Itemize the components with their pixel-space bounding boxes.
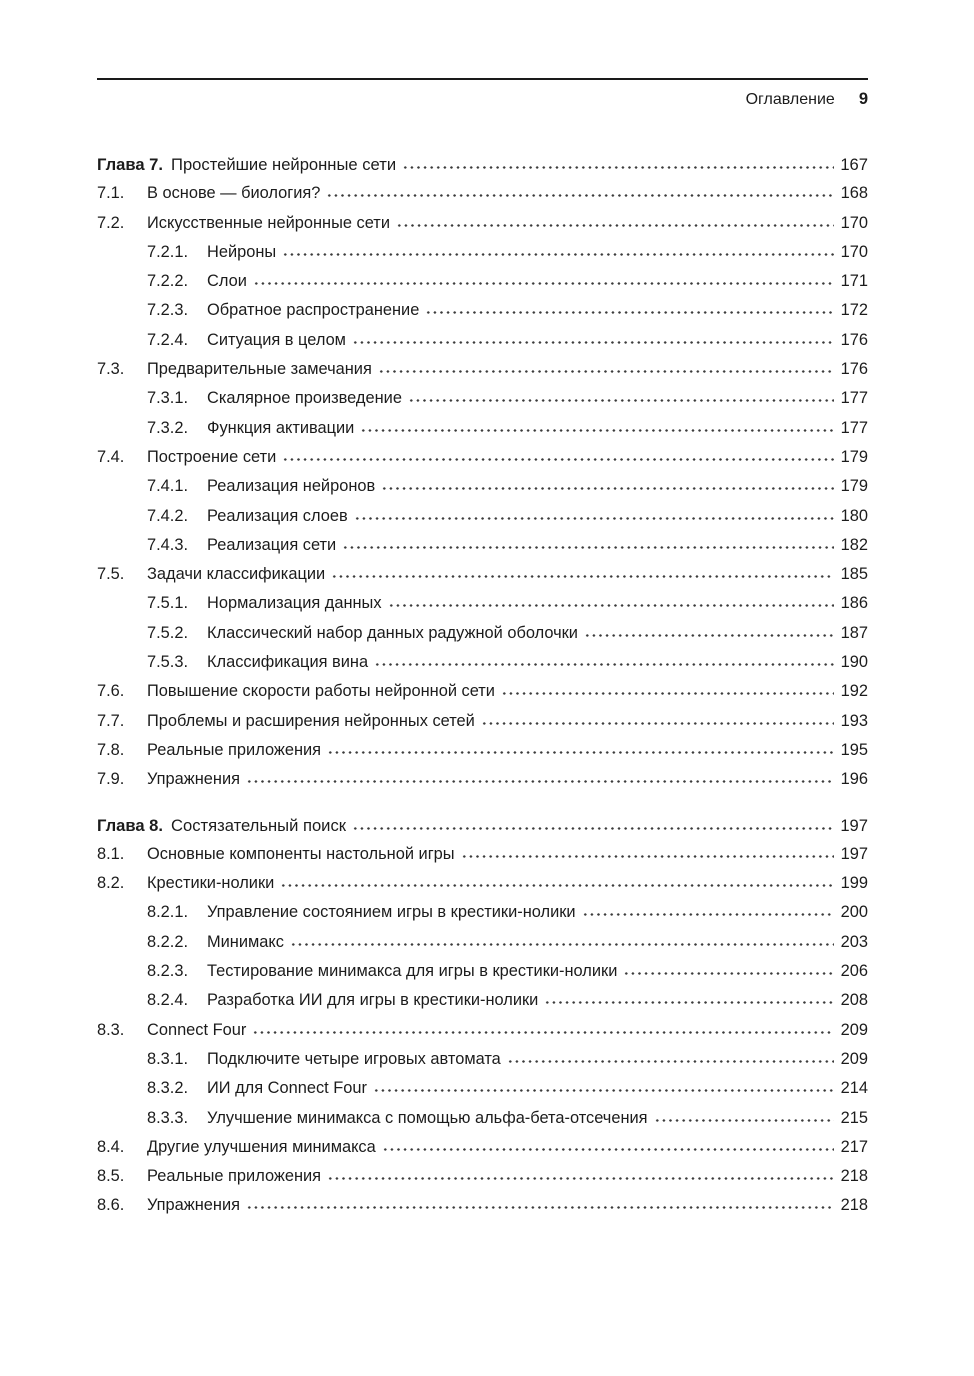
toc-entry bbox=[97, 1079, 868, 1108]
entry-page: 197 bbox=[840, 844, 868, 863]
entry-title: Обратное распространение bbox=[207, 301, 420, 320]
entry-title: Тестирование минимакса для игры в крестики-нолики bbox=[207, 962, 618, 981]
dot-leader bbox=[654, 1118, 834, 1123]
dot-leader bbox=[544, 1000, 834, 1005]
entry-title: Улучшение минимакса с помощью альфа-бета-отсечения bbox=[207, 1108, 648, 1127]
toc-entry bbox=[97, 301, 868, 330]
entry-title: Функция активации bbox=[207, 418, 355, 437]
entry-title: Реальные приложения bbox=[147, 740, 322, 759]
entry-title: Connect Four bbox=[147, 1020, 247, 1039]
entry-number: 7.2.3. bbox=[147, 301, 189, 320]
header-page-number: 9 bbox=[858, 90, 868, 108]
dot-leader bbox=[360, 428, 834, 433]
toc-entry bbox=[97, 682, 868, 711]
entry-page: 177 bbox=[840, 389, 868, 408]
entry-page: 193 bbox=[840, 711, 868, 730]
dot-leader bbox=[354, 516, 834, 521]
entry-number: 8.2.3. bbox=[147, 962, 189, 981]
entry-title: Состязательный поиск bbox=[171, 815, 347, 835]
toc-entry bbox=[97, 1021, 868, 1050]
entry-number: 7.4. bbox=[97, 447, 125, 466]
entry-number: Глава 7. bbox=[97, 155, 164, 174]
entry-number: 7.7. bbox=[97, 711, 125, 730]
toc-entry bbox=[97, 962, 868, 991]
toc-entry bbox=[97, 272, 868, 301]
entry-page: 192 bbox=[840, 682, 868, 701]
dot-leader bbox=[327, 750, 834, 755]
entry-title: Предварительные замечания bbox=[147, 360, 372, 379]
entry-page: 172 bbox=[840, 301, 868, 320]
dot-leader bbox=[507, 1059, 834, 1064]
entry-title: Реализация сети bbox=[207, 535, 337, 554]
entry-page: 209 bbox=[840, 1020, 868, 1039]
entry-title: Подключите четыре игровых автомата bbox=[207, 1049, 501, 1068]
dot-leader bbox=[461, 854, 834, 859]
entry-title: Другие улучшения минимакса bbox=[147, 1137, 376, 1156]
dot-leader bbox=[290, 942, 834, 947]
entry-page: 185 bbox=[840, 565, 868, 584]
entry-title: Нормализация данных bbox=[207, 594, 382, 613]
entry-page: 195 bbox=[840, 740, 868, 759]
dot-leader bbox=[582, 912, 834, 917]
dot-leader bbox=[252, 1030, 834, 1035]
entry-page: 190 bbox=[840, 653, 868, 672]
dot-leader bbox=[352, 340, 834, 345]
toc-entry bbox=[97, 243, 868, 272]
entry-number: 8.4. bbox=[97, 1137, 125, 1156]
entry-page: 182 bbox=[840, 535, 868, 554]
entry-page: 177 bbox=[840, 418, 868, 437]
toc-entry bbox=[97, 477, 868, 506]
entry-number: 8.3.2. bbox=[147, 1079, 189, 1098]
entry-page: 214 bbox=[840, 1079, 868, 1098]
dot-leader bbox=[481, 721, 834, 726]
entry-number: 7.5.3. bbox=[147, 653, 189, 672]
toc-entry bbox=[97, 331, 868, 360]
toc-entry bbox=[97, 214, 868, 243]
dot-leader bbox=[327, 1176, 834, 1181]
entry-title: Задачи классификации bbox=[147, 565, 326, 584]
entry-page: 209 bbox=[840, 1049, 868, 1068]
dot-leader bbox=[374, 662, 834, 667]
toc-entry bbox=[97, 712, 868, 741]
entry-title: Реальные приложения bbox=[147, 1167, 322, 1186]
entry-title: Упражнения bbox=[147, 770, 240, 789]
entry-page: 218 bbox=[840, 1196, 868, 1215]
entry-number: 7.4.2. bbox=[147, 506, 189, 525]
entry-page: 179 bbox=[840, 477, 868, 496]
dot-leader bbox=[352, 826, 834, 831]
entry-number: 7.9. bbox=[97, 770, 125, 789]
toc-entry bbox=[97, 933, 868, 962]
entry-title: Простейшие нейронные сети bbox=[171, 155, 397, 174]
entry-page: 170 bbox=[840, 242, 868, 261]
toc-entry bbox=[97, 874, 868, 903]
entry-page: 199 bbox=[840, 874, 868, 893]
toc-entry bbox=[97, 360, 868, 389]
entry-title: Управление состоянием игры в крестики-нолики bbox=[207, 903, 576, 922]
entry-page: 208 bbox=[840, 991, 868, 1010]
toc-entry bbox=[97, 536, 868, 565]
entry-number: 8.3.1. bbox=[147, 1049, 189, 1068]
entry-number: 8.2. bbox=[97, 874, 125, 893]
entry-title: Классический набор данных радужной оболочки bbox=[207, 623, 578, 642]
entry-number: 7.6. bbox=[97, 682, 125, 701]
dot-leader bbox=[396, 223, 834, 228]
entry-page: 200 bbox=[840, 903, 868, 922]
toc-entry bbox=[97, 903, 868, 932]
toc-entry bbox=[97, 594, 868, 623]
entry-number: 7.3. bbox=[97, 360, 125, 379]
toc-entry bbox=[97, 565, 868, 594]
entry-page: 218 bbox=[840, 1167, 868, 1186]
toc-entry bbox=[97, 624, 868, 653]
header-title: Оглавление bbox=[745, 91, 835, 108]
entry-number: 7.5.2. bbox=[147, 623, 189, 642]
dot-leader bbox=[373, 1088, 834, 1093]
entry-title: Разработка ИИ для игры в крестики-нолики bbox=[207, 991, 539, 1010]
entry-page: 176 bbox=[840, 360, 868, 379]
dot-leader bbox=[584, 633, 834, 638]
dot-leader bbox=[501, 691, 834, 696]
entry-page: 171 bbox=[840, 272, 868, 291]
entry-title: Слои bbox=[207, 272, 247, 291]
entry-title: В основе — биология? bbox=[147, 184, 321, 203]
entry-page: 217 bbox=[840, 1137, 868, 1156]
header-text bbox=[97, 80, 868, 109]
toc-entry bbox=[97, 448, 868, 477]
entry-number: 8.3.3. bbox=[147, 1108, 189, 1127]
toc-entry bbox=[97, 653, 868, 682]
entry-page: 180 bbox=[840, 506, 868, 525]
entry-title: Основные компоненты настольной игры bbox=[147, 844, 455, 863]
toc-entry bbox=[97, 816, 868, 845]
dot-leader bbox=[425, 310, 834, 315]
entry-number: 7.2.2. bbox=[147, 272, 189, 291]
toc-entry bbox=[97, 991, 868, 1020]
toc-entry bbox=[97, 1196, 868, 1225]
toc-entry bbox=[97, 741, 868, 770]
entry-number: 8.2.1. bbox=[147, 903, 189, 922]
entry-title: Классификация вина bbox=[207, 653, 369, 672]
dot-leader bbox=[402, 165, 834, 170]
entry-number: 8.5. bbox=[97, 1167, 125, 1186]
entry-number: 7.8. bbox=[97, 740, 125, 759]
entry-number: 7.4.3. bbox=[147, 535, 189, 554]
toc-entry bbox=[97, 155, 868, 184]
dot-leader bbox=[388, 603, 834, 608]
dot-leader bbox=[381, 486, 834, 491]
dot-leader bbox=[282, 252, 834, 257]
entry-title: Искусственные нейронные сети bbox=[147, 213, 390, 232]
toc-entry bbox=[97, 389, 868, 418]
dot-leader bbox=[408, 398, 834, 403]
toc-entry bbox=[97, 507, 868, 536]
entry-title: Построение сети bbox=[147, 447, 277, 466]
dot-leader bbox=[246, 779, 834, 784]
entry-page: 167 bbox=[840, 155, 868, 174]
dot-leader bbox=[326, 193, 834, 198]
entry-page: 186 bbox=[840, 594, 868, 613]
toc-list bbox=[97, 155, 868, 1226]
entry-number: 8.1. bbox=[97, 844, 125, 863]
entry-number: 8.2.2. bbox=[147, 932, 189, 951]
entry-title: Ситуация в целом bbox=[207, 330, 346, 349]
entry-number: 8.2.4. bbox=[147, 991, 189, 1010]
toc-entry bbox=[97, 1109, 868, 1138]
toc-entry bbox=[97, 845, 868, 874]
entry-number: Глава 8. bbox=[97, 815, 164, 835]
entry-page: 206 bbox=[840, 962, 868, 981]
entry-title: Минимакс bbox=[207, 932, 284, 951]
dot-leader bbox=[331, 574, 834, 579]
entry-page: 203 bbox=[840, 932, 868, 951]
entry-title: Проблемы и расширения нейронных сетей bbox=[147, 711, 475, 730]
dot-leader bbox=[378, 369, 834, 374]
entry-title: Повышение скорости работы нейронной сети bbox=[147, 682, 495, 701]
entry-title: Крестики-нолики bbox=[147, 874, 275, 893]
entry-page: 170 bbox=[840, 213, 868, 232]
entry-page: 168 bbox=[840, 184, 868, 203]
entry-page: 179 bbox=[840, 447, 868, 466]
entry-page: 176 bbox=[840, 330, 868, 349]
dot-leader bbox=[280, 883, 834, 888]
entry-title: Упражнения bbox=[147, 1196, 240, 1215]
entry-number: 7.3.2. bbox=[147, 418, 189, 437]
toc-entry bbox=[97, 1167, 868, 1196]
running-head bbox=[97, 78, 868, 109]
entry-number: 8.3. bbox=[97, 1020, 125, 1039]
toc-entry bbox=[97, 1138, 868, 1167]
dot-leader bbox=[253, 281, 834, 286]
entry-page: 197 bbox=[840, 815, 868, 835]
dot-leader bbox=[246, 1205, 834, 1210]
dot-leader bbox=[623, 971, 834, 976]
entry-title: Нейроны bbox=[207, 242, 277, 261]
entry-page: 196 bbox=[840, 770, 868, 789]
toc-entry bbox=[97, 770, 868, 799]
entry-page: 215 bbox=[840, 1108, 868, 1127]
toc-entry bbox=[97, 419, 868, 448]
entry-number: 7.5. bbox=[97, 565, 125, 584]
entry-number: 8.6. bbox=[97, 1196, 125, 1215]
dot-leader bbox=[382, 1147, 834, 1152]
entry-title: Скалярное произведение bbox=[207, 389, 402, 408]
entry-number: 7.1. bbox=[97, 184, 125, 203]
toc-entry bbox=[97, 184, 868, 213]
entry-page: 187 bbox=[840, 623, 868, 642]
entry-title: Реализация слоев bbox=[207, 506, 348, 525]
entry-number: 7.4.1. bbox=[147, 477, 189, 496]
dot-leader bbox=[282, 457, 834, 462]
toc-entry bbox=[97, 1050, 868, 1079]
entry-number: 7.2.1. bbox=[147, 242, 189, 261]
entry-title: ИИ для Connect Four bbox=[207, 1079, 367, 1098]
entry-number: 7.5.1. bbox=[147, 594, 189, 613]
dot-leader bbox=[342, 545, 834, 550]
entry-number: 7.2.4. bbox=[147, 330, 189, 349]
entry-number: 7.3.1. bbox=[147, 389, 189, 408]
entry-number: 7.2. bbox=[97, 213, 125, 232]
entry-title: Реализация нейронов bbox=[207, 477, 376, 496]
